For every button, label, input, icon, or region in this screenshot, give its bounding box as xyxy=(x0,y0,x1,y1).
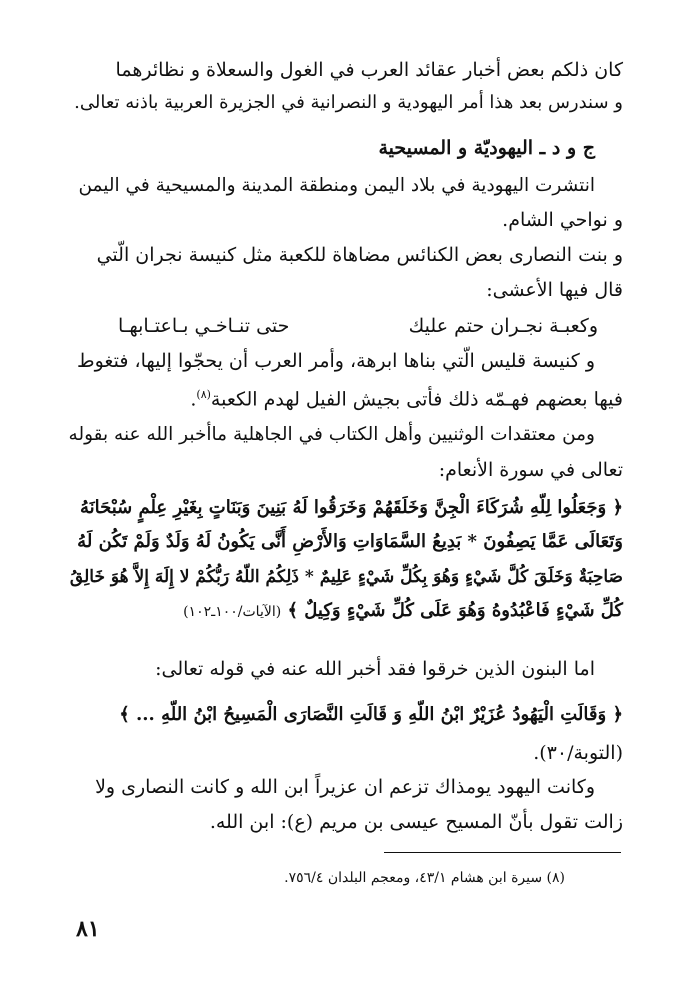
text-line-10-body: فيها بعضهم فهـمّه ذلك فأتى بجيش الفيل لهدم الكعبة xyxy=(210,388,623,411)
text-line-10 xyxy=(68,380,623,414)
quran-verse-line-3: صَاحِبَةٌ وَخَلَقَ كُلَّ شَيْءٍ وَهُوَ بِكُلِّ شَيْءٍ عَلِيمٌ * ذَلِكُمُ اللّهُ رَبُّكُمْ لا إِلَهَ إِلاَّ هُوَ خَالِقُ xyxy=(69,567,623,587)
verse-reference: (الآيات/١٠٠ـ١٠٢) xyxy=(183,604,282,620)
text-line-6: و بنت النصارى بعض الكنائس مضاهاة للكعبة مثل كنيسة نجران الّتي xyxy=(96,244,623,266)
quran-verse-line-2: وَتَعَالَى عَمَّا يَصِفُونَ * بَدِيعُ السَّمَاوَاتِ وَالأَرْضِ أَنَّى يَكُونُ لَهُ وَلَدٌ وَلَمْ تَكُن لَهُ xyxy=(77,531,623,552)
footnote-text: (٨) سيرة ابن هشام ٤٣/١، ومعجم البلدان ٧٥٦/٤. xyxy=(284,870,565,886)
text-line-1: كان ذلكم بعض أخبار عقائد العرب في الغول والسعلاة و نظائرهما xyxy=(115,59,623,81)
text-line-11: ومن معتقدات الوثنيين وأهل الكتاب في الجاهلية ماأخبر الله عنه بقوله xyxy=(68,424,595,445)
poem-hemistich-left: حتى تنـاخـي بـاعتـابهـا xyxy=(118,315,290,337)
text-line-20: وكانت اليهود يومذاك تزعم ان عزيراً ابن الله و كانت النصارى ولا xyxy=(95,776,595,798)
quran-verse-line-4-text: كُلِّ شَيْءٍ فَاعْبُدُوهُ وَهُوَ عَلَى كُلِّ شَيْءٍ وَكِيلٌ ﴾ xyxy=(287,600,623,621)
quran-verse-line-1: ﴿ وَجَعَلُوا لِلّهِ شُرَكَاءَ الْجِنَّ وَخَلَقَهُمْ وَخَرَقُوا لَهُ بَنِينَ وَبَنَاتٍ بِغَيْرِ عِلْمٍ سُبْحَانَهُ xyxy=(79,497,623,518)
verse-citation: (التوبة/٣٠). xyxy=(533,742,623,764)
text-line-17: اما البنون الذين خرقوا فقد أخبر الله عنه في قوله تعالى: xyxy=(155,658,595,680)
footnote-divider xyxy=(384,852,621,853)
quran-verse-line-4 xyxy=(68,596,623,627)
text-line-10-end: . xyxy=(190,388,197,411)
text-line-4: انتشرت اليهودية في بلاد اليمن ومنطقة المدينة والمسيحية في اليمن xyxy=(78,175,595,196)
text-line-5: و نواحي الشام. xyxy=(502,209,623,231)
footnote-reference: (٨) xyxy=(196,388,211,401)
poem-hemistich-right: وكعبـة نجـران حتم عليك xyxy=(408,315,598,337)
text-line-7: قال فيها الأعشى: xyxy=(486,279,623,301)
quran-verse-line-5: ﴿ وَقَالَتِ الْيَهُودُ عُزَيْرٌ ابْنُ اللّهِ وَ قَالَتِ النَّصَارَى الْمَسِيحُ ابْنُ اللّهِ ... ﴾ xyxy=(119,704,623,725)
text-line-9: و كنيسة قليس الّتي بناها ابرهة، وأمر العرب أن يحجّوا إليها، فتغوط xyxy=(77,350,595,372)
text-line-12: تعالى في سورة الأنعام: xyxy=(438,459,623,481)
section-heading: ج و د ـ اليهوديّة و المسيحية xyxy=(378,137,595,159)
text-line-21: زالت تقول بأنّ المسيح عيسى بن مريم (ع): ابن الله. xyxy=(209,811,623,833)
page-number: ٨١ xyxy=(76,916,100,942)
text-line-2: و سندرس بعد هذا أمر اليهودية و النصرانية في الجزيرة العربية باذنه تعالى. xyxy=(74,92,623,113)
